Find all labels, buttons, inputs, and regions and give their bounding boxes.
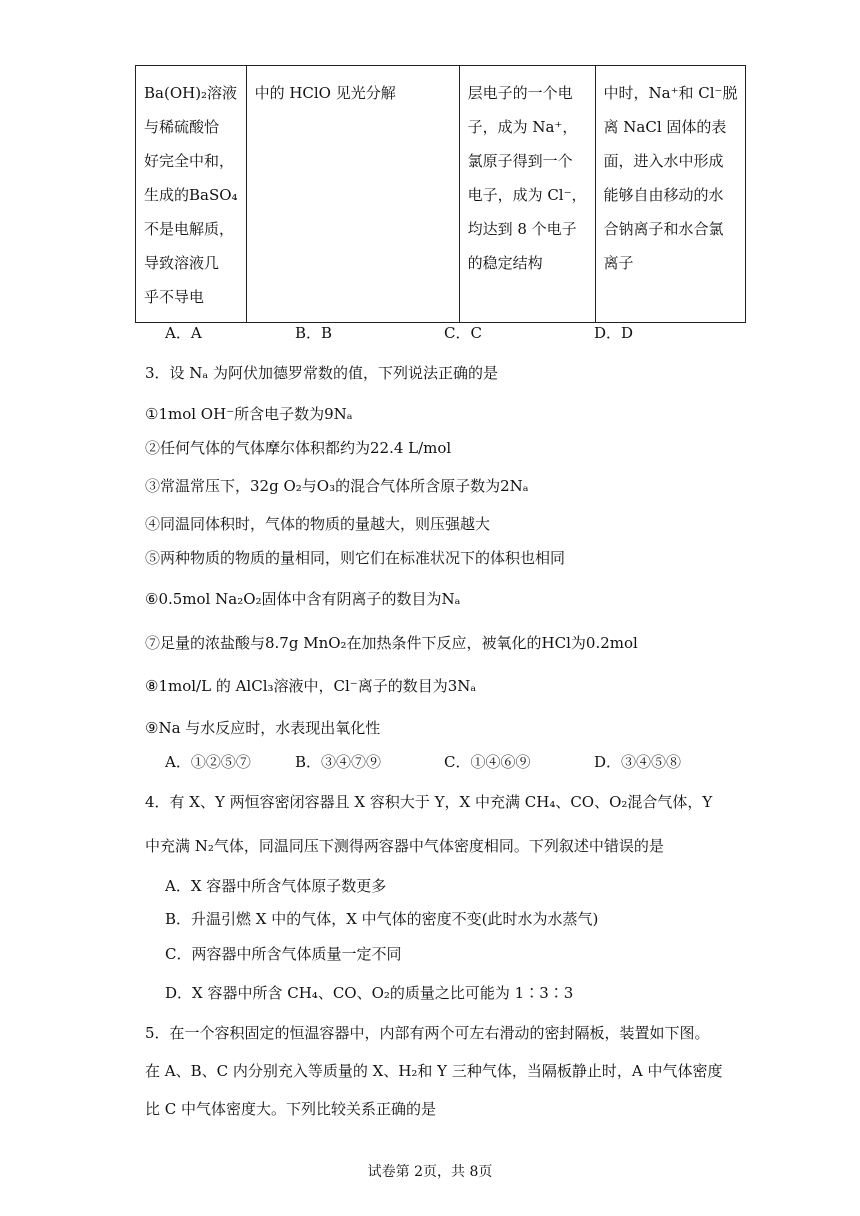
cell-text: 氯原子得到一个 bbox=[467, 152, 573, 170]
q4-stem-line: 中充满 N₂气体，同温同压下测得两容器中气体密度相同。下列叙述中错误的是 bbox=[145, 837, 664, 855]
cell-text: 中时，Na⁺和 Cl⁻脱 bbox=[603, 84, 738, 102]
continued-table bbox=[135, 65, 746, 323]
q4-option-d: D．X 容器中所含 CH₄、CO、O₂的质量之比可能为 1∶3∶3 bbox=[165, 984, 574, 1002]
cell-text: 中的 HClO 见光分解 bbox=[254, 84, 396, 102]
q3-statement: ⑦足量的浓盐酸与8.7g MnO₂在加热条件下反应，被氧化的HCl为0.2mol bbox=[145, 634, 638, 652]
cell-text: 能够自由移动的水 bbox=[603, 186, 724, 204]
cell-text: 子，成为 Na⁺， bbox=[467, 118, 578, 136]
cell-text: 合钠离子和水合氯 bbox=[603, 220, 724, 238]
cell-text: 导致溶液几 bbox=[144, 254, 220, 272]
table-cell-col1 bbox=[136, 66, 247, 323]
cell-text: 面，进入水中形成 bbox=[603, 152, 724, 170]
cell-text: 不是电解质， bbox=[144, 220, 235, 238]
q5-stem-line: 比 C 中气体密度大。下列比较关系正确的是 bbox=[145, 1100, 437, 1118]
q3-option-d: D．③④⑤⑧ bbox=[594, 753, 682, 771]
page-footer: 试卷第 2页，共 8页 bbox=[367, 1164, 493, 1180]
q3-statement: ②任何气体的气体摩尔体积都约为22.4 L/mol bbox=[145, 439, 452, 457]
table-cell-col2 bbox=[246, 66, 459, 323]
cell-text: 生成的BaSO₄ bbox=[144, 186, 238, 204]
q4-option-b: B．升温引燃 X 中的气体，X 中气体的密度不变(此时水为水蒸气) bbox=[165, 910, 599, 928]
q3-option-b: B．③④⑦⑨ bbox=[295, 753, 382, 771]
q2-option-a: A．A bbox=[165, 324, 202, 342]
table-cell-col4 bbox=[595, 66, 746, 323]
q3-option-c: C．①④⑥⑨ bbox=[444, 753, 531, 771]
cell-text: 好完全中和， bbox=[144, 152, 235, 170]
cell-text: 的稳定结构 bbox=[467, 254, 543, 272]
q4-option-a: A．X 容器中所含气体原子数更多 bbox=[165, 877, 387, 895]
q5-stem-line: 5．在一个容积固定的恒温容器中，内部有两个可左右滑动的密封隔板，装置如下图。 bbox=[145, 1024, 710, 1042]
q3-statement: ⑥0.5mol Na₂O₂固体中含有阴离子的数目为Nₐ bbox=[145, 590, 461, 608]
q3-statement: ⑨Na 与水反应时，水表现出氧化性 bbox=[145, 719, 381, 737]
cell-text: 离 NaCl 固体的表 bbox=[603, 118, 727, 136]
cell-text: 离子 bbox=[603, 254, 634, 272]
q3-statement: ⑤两种物质的物质的量相同，则它们在标准状况下的体积也相同 bbox=[145, 549, 566, 567]
q2-option-b: B．B bbox=[295, 324, 333, 342]
q3-statement: ③常温常压下，32g O₂与O₃的混合气体所含原子数为2Nₐ bbox=[145, 477, 529, 495]
table-row bbox=[136, 66, 746, 323]
q2-option-d: D．D bbox=[594, 324, 634, 342]
q3-statement: ④同温同体积时，气体的物质的量越大，则压强越大 bbox=[145, 515, 491, 533]
cell-text: Ba(OH)₂溶液 bbox=[144, 84, 238, 102]
q4-stem-line: 4．有 X、Y 两恒容密闭容器且 X 容积大于 Y，X 中充满 CH₄、CO、O₂混合气体，Y bbox=[145, 793, 713, 811]
cell-text: 与稀硫酸恰 bbox=[144, 118, 220, 136]
q3-stem: 3．设 Nₐ 为阿伏加德罗常数的值，下列说法正确的是 bbox=[145, 364, 498, 382]
cell-text: 层电子的一个电 bbox=[467, 84, 573, 102]
q5-stem-line: 在 A、B、C 内分别充入等质量的 X、H₂和 Y 三种气体，当隔板静止时，A 中气体密度 bbox=[145, 1062, 723, 1080]
q3-statement: ⑧1mol/L 的 AlCl₃溶液中，Cl⁻离子的数目为3Nₐ bbox=[145, 677, 477, 695]
cell-text: 均达到 8 个电子 bbox=[467, 220, 577, 238]
cell-text: 乎不导电 bbox=[144, 288, 205, 306]
table-cell-col3 bbox=[459, 66, 595, 323]
q3-option-a: A．①②⑤⑦ bbox=[165, 753, 251, 771]
cell-text: 电子，成为 Cl⁻， bbox=[467, 186, 587, 204]
q3-statement: ①1mol OH⁻所含电子数为9Nₐ bbox=[145, 405, 353, 423]
q4-option-c: C．两容器中所含气体质量一定不同 bbox=[165, 945, 402, 963]
q2-option-c: C．C bbox=[444, 324, 482, 342]
